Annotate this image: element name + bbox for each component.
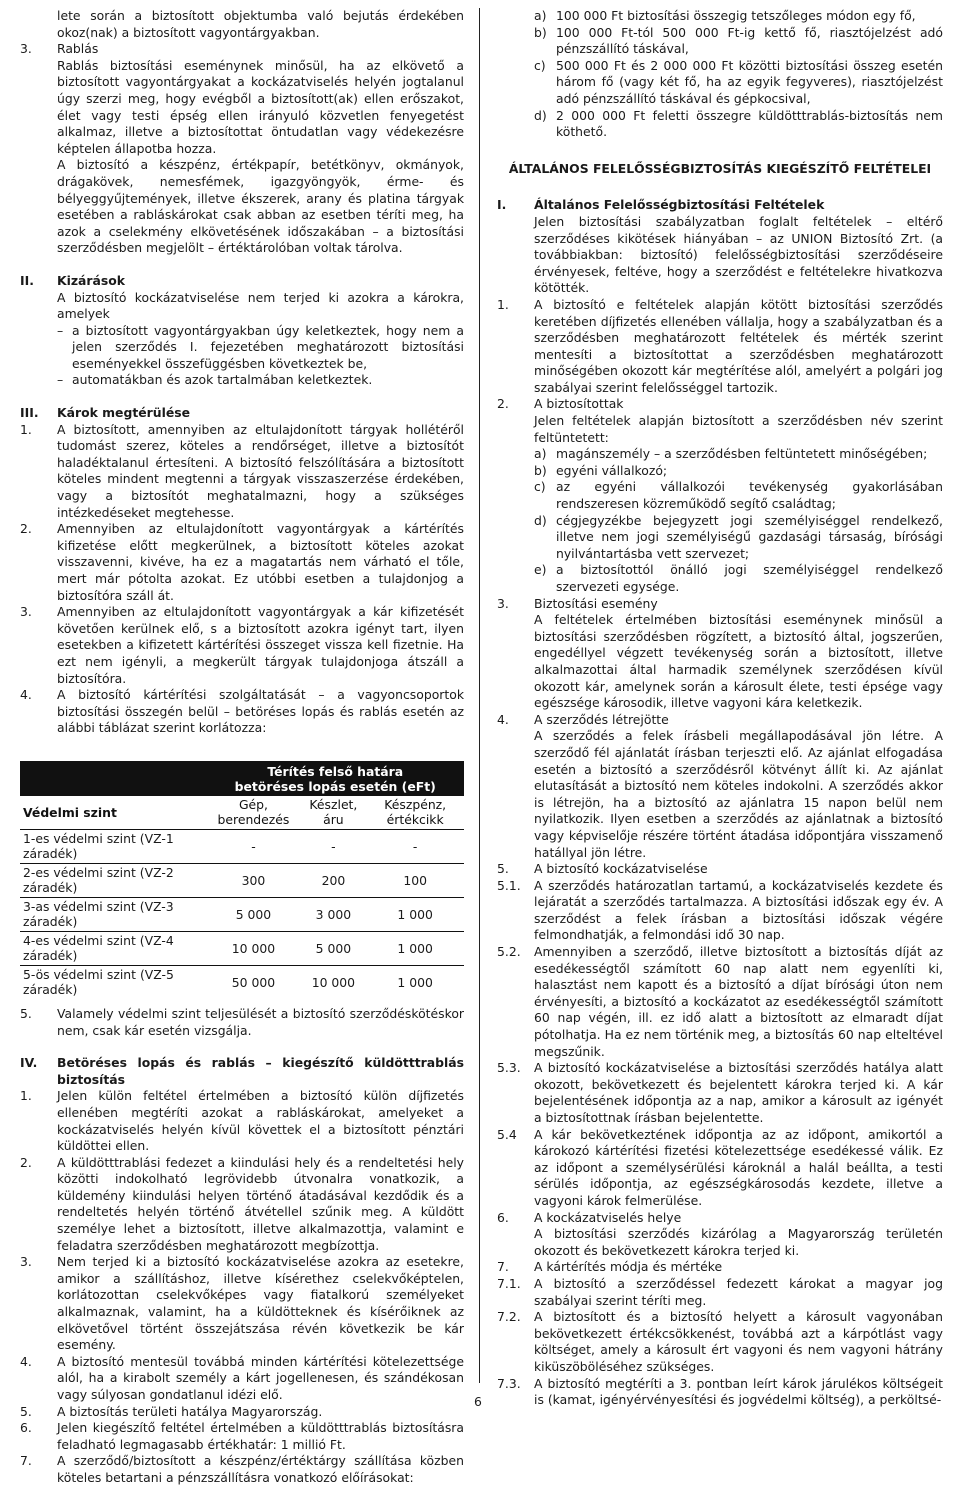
- section-3-header: [20, 41, 464, 58]
- item-text: Jelen kiegészítő feltétel értelmében a küldötttrablás biztosításra feladható legmagasabb értékhatár: 1 millió Ft.: [57, 1420, 464, 1452]
- clause-6-text: A biztosítási szerződés kizárólag a Magyarország területén okozott és bekövetkezett károkra terjed ki.: [534, 1226, 943, 1258]
- table-row: [20, 863, 464, 897]
- subclause-item: [497, 1309, 943, 1375]
- section-IV-item: [20, 1453, 464, 1486]
- item-number: 7.3.: [497, 1375, 521, 1391]
- item-number: 7.: [20, 1453, 32, 1469]
- dash-item: [57, 372, 464, 389]
- section-IV-list: [20, 1088, 464, 1486]
- section-I-paragraph: Jelen biztosítási szabályzatban foglalt feltételek – eltérő szerződéses kikötések hiányában – az UNION Biztosító Zrt. (a továbbiakban: biztosító) felelősségbiztosítási szerződéseire érvényesek, feltéve, hogy a szerződést e feltételekre hivatkozva kötötték.: [534, 213, 943, 296]
- section-IV-number: IV.: [20, 1055, 38, 1071]
- limit-value-cell: 5 000: [206, 897, 300, 931]
- item-letter: c): [534, 479, 546, 495]
- item-number: 2.: [20, 521, 32, 537]
- clause-5: [497, 861, 943, 878]
- subclause-item: [497, 878, 943, 944]
- item-text: A biztosító kártérítési szolgáltatását – a vagyoncsoportok biztosítási összegén belül – betöréses lopás és rablás esetén az alábbi táblázat szerint korlátozza:: [57, 687, 464, 736]
- limit-value-cell: 1 000: [366, 931, 464, 965]
- item-letter: b): [534, 24, 547, 40]
- section-III-title: Károk megtérülése: [57, 405, 191, 421]
- section-III-item: [20, 687, 464, 737]
- protection-level-cell: 3-as védelmi szint (VZ-3 záradék): [20, 897, 206, 931]
- clause-5-list: [497, 878, 943, 1210]
- item-text: Jelen külön feltétel értelmében a biztosító külön díjfizetés ellenében megtéríti azokat a rabláskárokat, amelyeket a kockázatviselés helyén kívül követtek el a biztosított pénztári küldöttei ellen.: [57, 1088, 464, 1154]
- page-number: 6: [474, 1394, 482, 1409]
- section-3-paragraph-2: A biztosító a készpénz, értékpapír, betétkönyv, okmányok, drágakövek, nemesfémek, igazgyöngyök, érme- és bélyeggyűjtemények, illetve ékszerek, arany és platina tárgyak esetében a rabláskárokat csak abban az esetben téríti meg, ha azok a cselekmény elkövetésének időszakában – a biztosítási szerződésben megjelölt – értéktárolóban voltak tárolva.: [57, 157, 464, 256]
- item-text: A biztosítás területi hatálya Magyarország.: [57, 1403, 323, 1419]
- section-III-header: [20, 405, 464, 422]
- item-text: A biztosított és a biztosító helyett a károsult vagyonában bekövetkezett értékcsökkenést, továbbá azt a kárpótlást vagy költséget, amely a károsult ért vagyoni és nem vagyoni hátrány kiküszöböléséhez szükséges.: [534, 1309, 943, 1374]
- clause-number: 3.: [497, 595, 509, 611]
- limit-value-cell: 300: [206, 863, 300, 897]
- section-II-title: Kizárások: [57, 272, 126, 288]
- section-I-header: [497, 197, 943, 214]
- section-III-item-5: [20, 1006, 464, 1039]
- item-text: Amennyiben az eltulajdonított vagyontárgyak a kártérítés kifizetése előtt megkerülnek, a biztosított köteles azokat visszavenni, kivéve, ha ez a magatartás nem várható el tőle, mert már pótolta azokat. Ez utóbbi esetben a tulajdonjog a biztosítóra száll át.: [57, 521, 464, 603]
- subclause-item: [497, 1127, 943, 1210]
- item-number: 5.4: [497, 1126, 517, 1142]
- item-number: 5.: [20, 1403, 32, 1419]
- item-number: 5.: [20, 1005, 32, 1021]
- section-IV-item: [20, 1420, 464, 1453]
- insured-party-item: [534, 446, 943, 463]
- intro-text: lete során a biztosított objektumba való bejutás érdekében okoz(nak) a biztosított vagyontárgyakban.: [57, 8, 464, 40]
- section-II-dash-list: [20, 323, 464, 389]
- limit-value-cell: -: [366, 829, 464, 863]
- section-III-item: [20, 422, 464, 522]
- item-text: 2 000 000 Ft feletti összegre küldötttrablás-biztosítás nem köthető.: [556, 107, 943, 140]
- item-text: A biztosító kockázatviselése a biztosítási szerződés hatálya alatt okozott, bekövetkezett és bejelentett károkra terjed ki. A kár bejelentésének időpontja az a nap, amikor a károsult az igényét a biztosítottnak írásban bejelentette.: [534, 1060, 943, 1125]
- subclause-item: [497, 1376, 943, 1409]
- table-col-stock: Készlet, áru: [300, 796, 366, 830]
- clause-4: [497, 712, 943, 729]
- clause-title: A biztosító kockázatviselése: [534, 861, 708, 877]
- transport-rule-item: [534, 8, 943, 25]
- clause-number: 7.: [497, 1259, 509, 1275]
- main-section-title: ÁLTALÁNOS FELELŐSSÉGBIZTOSÍTÁS KIEGÉSZÍTŐ FELTÉTELEI: [508, 160, 932, 176]
- section-3-title: Rablás: [57, 41, 99, 57]
- clause-title: A biztosítottak: [534, 396, 624, 412]
- item-text: Amennyiben az eltulajdonított vagyontárgyak a kár kifizetését követően kerülnek elő, s a biztosított azokra igényt tart, ilyen esetekben a kifizetett kártérítési összeget vissza kell fizetnie. Ha ezt nem igényli, a megkerült tárgyak tulajdonjoga átszáll a biztosítóra.: [57, 604, 464, 686]
- table-row: [20, 931, 464, 965]
- section-I-title: Általános Felelősségbiztosítási Feltételek: [534, 197, 825, 213]
- clause-3-text: A feltételek értelmében biztosítási eseménynek minősül a biztosítási szerződésben rögzített, a biztosító által, jogszerűen, engedéllyel végzett tevékenység során a biztosított, illetve alkalmazottai által harmadik személynek szerződésen kívül okozott kár, amelynek során a károsult élete, testi épsége vagy egészsége károsodik, illetve vagyoni kára keletkezik.: [534, 612, 943, 711]
- clause-4-text: A szerződés a felek írásbeli megállapodásával jön létre. A szerződő fél ajánlatát írásban terjeszti elő. Az ajánlat elfogadása esetén a biztosító a szerződésről kötvényt állít ki. Az ajánlat elutasítását a biztosító nem köteles indokolni. A szerződés akkor is létrejön, ha a biztosító az ajánlatra 15 napon belül nem nyilatkozik. Ilyen esetben a szerződés az ajánlatnak a biztosító vagy képviselője részére történt átadása időpontjára visszamenő hatállyal jön létre.: [534, 728, 943, 860]
- right-column: [497, 8, 943, 1409]
- item-text: magánszemély – a szerződésben feltüntetett minőségében;: [556, 446, 928, 462]
- transport-rules-list: [497, 8, 943, 141]
- section-III-list: [20, 422, 464, 737]
- section-III-item: [20, 521, 464, 604]
- item-text: 100 000 Ft biztosítási összegig tetszőleges módon egy fő,: [556, 8, 916, 23]
- item-number: 6.: [20, 1420, 32, 1436]
- item-number: 1.: [20, 421, 32, 437]
- subclause-item: [497, 944, 943, 1060]
- section-III-item: [20, 604, 464, 687]
- dash-mark: –: [57, 322, 64, 338]
- item-number: 3.: [20, 1254, 32, 1270]
- protection-level-cell: 4-es védelmi szint (VZ-4 záradék): [20, 931, 206, 965]
- limit-value-cell: 1 000: [366, 965, 464, 999]
- clause-3: [497, 596, 943, 613]
- limit-value-cell: -: [206, 829, 300, 863]
- insured-party-item: [534, 513, 943, 563]
- clause-2: [497, 396, 943, 413]
- section-3-number: 3.: [20, 41, 32, 57]
- clause-title: A kártérítés módja és mértéke: [534, 1259, 723, 1275]
- limit-value-cell: 5 000: [300, 931, 366, 965]
- dash-text: automatákban és azok tartalmában keletkeztek.: [72, 372, 373, 388]
- section-II-paragraph: A biztosító kockázatviselése nem terjed ki azokra a károkra, amelyek: [57, 289, 464, 322]
- item-number: 5.3.: [497, 1060, 521, 1076]
- item-text: a biztosítottól önálló jogi személyiséggel rendelkező szervezeti egysége.: [556, 562, 943, 594]
- table-col-level: Védelmi szint: [20, 796, 206, 830]
- item-number: 4.: [20, 687, 32, 703]
- item-text: A biztosított, amennyiben az eltulajdonított tárgyak hollétéről tudomást szerez, köteles a rendőrséget, illetve a biztosítót haladéktalanul értesíteni. A biztosító felszólítására a biztosított köteles mindent megtenni a tárgyak visszaszerzése érdekében, vagy a biztosítót meghatalmazni, hogy a szükséges intézkedéseket megtehesse.: [57, 421, 464, 520]
- section-II-header: [20, 273, 464, 290]
- insured-party-item: [534, 463, 943, 480]
- section-IV-item: [20, 1254, 464, 1354]
- clause-number: 5.: [497, 861, 509, 877]
- dash-item: [57, 323, 464, 373]
- limit-value-cell: 10 000: [206, 931, 300, 965]
- insured-party-item: [534, 479, 943, 512]
- clause-number: 4.: [497, 711, 509, 727]
- table-head-title: [206, 762, 464, 796]
- clause-6: [497, 1210, 943, 1227]
- section-IV-item: [20, 1155, 464, 1255]
- section-IV-header: [20, 1055, 464, 1088]
- clause-number: 1.: [497, 296, 509, 312]
- limit-value-cell: 3 000: [300, 897, 366, 931]
- item-letter: d): [534, 107, 547, 123]
- item-text: az egyéni vállalkozói tevékenység gyakorlásában rendszeresen közreműködő segítő családtag;: [556, 479, 943, 512]
- item-letter: c): [534, 57, 546, 73]
- section-III-number: III.: [20, 405, 39, 421]
- dash-text: a biztosított vagyontárgyakban úgy keletkeztek, hogy nem a jelen szerződés I. fejezetében meghatározott biztosítási eseményekkel összefüggésben következtek be,: [72, 322, 464, 371]
- table-row: [20, 965, 464, 999]
- item-text: A kár bekövetkeztének időpontja az az időpont, amikortól a károkozó kártérítési fizetési kötelezettsége esedékessé válik. Ez az időpont a személysérülési károknál a halál beállta, a testi sérülés időpontja, az egészségkárosodás kezdete, illetve a vagyoni károk felmerülése.: [534, 1126, 943, 1208]
- item-letter: a): [534, 8, 547, 23]
- table-corner: [20, 762, 206, 796]
- item-letter: b): [534, 462, 547, 478]
- table-row: [20, 829, 464, 863]
- section-3-paragraph-1: Rablás biztosítási eseménynek minősül, ha az elkövető a biztosított vagyontárgyakat a kockázatviselés helyén jogtalanul úgy szerzi meg, hogy evégből a biztosított(ak) ellen erőszakot, élet vagy testi épség ellen irányuló közvetlen fenyegetést alkalmaz, illetve a biztosítottat öntudatlan vagy védekezésre képtelen állapotba hozza.: [57, 57, 464, 156]
- item-text: Valamely védelmi szint teljesülését a biztosító szerződéskötéskor nem, csak kár esetén vizsgálja.: [57, 1005, 464, 1038]
- item-number: 4.: [20, 1353, 32, 1369]
- clause-2-text: Jelen feltételek alapján biztosított a szerződésben név szerint feltüntetett:: [534, 413, 943, 445]
- item-text: A küldötttrablási fedezet a kiindulási hely és a rendeltetési hely közötti indokolható legrövidebb útvonalra vonatkozik, a küldemény kiindulási helyen történő átadásával kezdődik és a rendeltetés helyén történő átvétellel szűnik meg. A küldött személye lehet a biztosított, illetve alkalmazottja, valamint e feladatra szerződésben meghatározott megbízottja.: [57, 1154, 464, 1253]
- clause-1: [497, 297, 943, 397]
- left-column: [20, 8, 464, 1487]
- item-letter: d): [534, 512, 547, 528]
- table-row: [20, 897, 464, 931]
- protection-level-cell: 5-ös védelmi szint (VZ-5 záradék): [20, 965, 206, 999]
- item-number: 1.: [20, 1088, 32, 1104]
- transport-rule-item: [534, 25, 943, 58]
- protection-level-cell: 1-es védelmi szint (VZ-1 záradék): [20, 829, 206, 863]
- dash-mark: –: [57, 372, 64, 388]
- item-text: egyéni vállalkozó;: [556, 462, 668, 478]
- insured-parties-list: [497, 446, 943, 595]
- item-number: 3.: [20, 604, 32, 620]
- limit-value-cell: 10 000: [300, 965, 366, 999]
- item-number: 7.1.: [497, 1275, 521, 1291]
- item-number: 5.2.: [497, 944, 521, 960]
- item-letter: e): [534, 562, 547, 578]
- item-text: A biztosító a szerződéssel fedezett károkat a magyar jog szabályai szerint téríti meg.: [534, 1275, 943, 1308]
- section-I-number: I.: [497, 197, 507, 213]
- limit-value-cell: 50 000: [206, 965, 300, 999]
- section-IV-item: [20, 1354, 464, 1404]
- item-text: A biztosító megtéríti a 3. pontban leírt károk járulékos költségeit is (kamat, igényérvényesítési és jogvédelmi költség), a perköltsé-: [534, 1375, 943, 1408]
- item-number: 7.2.: [497, 1309, 521, 1325]
- transport-rule-item: [534, 58, 943, 108]
- limit-value-cell: 200: [300, 863, 366, 897]
- table-col-machine: Gép, berendezés: [206, 796, 300, 830]
- item-number: 2.: [20, 1154, 32, 1170]
- section-IV-item: [20, 1088, 464, 1154]
- column-divider: [479, 8, 480, 1383]
- limit-value-cell: 100: [366, 863, 464, 897]
- clause-text: A biztosító e feltételek alapján kötött biztosítási szerződés keretében díjfizetés ellenében vállalja, hogy a szabályzatban és a szerződésben meghatározott feltételek és mérték szerint mentesíti a biztosítottat a szerződésben meghatározott minőségében okozott kár megtérítése alól, amelyért a polgári jog szabályai szerint felelősséggel tartozik.: [534, 296, 943, 395]
- section-IV-item: [20, 1404, 464, 1421]
- limit-value-cell: 1 000: [366, 897, 464, 931]
- limits-table: [20, 761, 464, 999]
- subclause-item: [497, 1060, 943, 1126]
- table-col-cash: Készpénz, értékcikk: [366, 796, 464, 830]
- clause-number: 2.: [497, 396, 509, 412]
- clause-title: A szerződés létrejötte: [534, 711, 669, 727]
- item-text: cégjegyzékbe bejegyzett jogi személyiséggel rendelkező, illetve nem jogi személyiségű gazdasági társaság, bírósági nyilvántartásba vett szervezet;: [556, 512, 943, 561]
- item-text: Nem terjed ki a biztosító kockázatviselése azokra az esetekre, amikor a szállításhoz, illetve kísérethez cselekvőképtelen, korlátozottan cselekvőképes vagy fiatalkorú személyeket alkalmaznak, valamint, ha a küldötteknek és kísérőiknek az elkövetővel történt összejátszása révén következik be kár esemény.: [57, 1254, 464, 1353]
- item-text: Amennyiben a szerződő, illetve biztosított a biztosítás díját az esedékességtől számított 60 nap alatt nem egyenlíti ki, halasztást nem kapott és a biztosító a díjat bírósági úton nem érvényesíti, a biztosító a kockázatot az esedékességtől számított 60 nap végén, ill. ez idő alatt a biztosított az elmaradt díjat pótolhatja. Ha ez nem történik meg, a biztosítás 60 nap elteltével megszűnik.: [534, 944, 943, 1059]
- clause-title: A kockázatviselés helye: [534, 1209, 682, 1225]
- item-number: 5.1.: [497, 877, 521, 893]
- transport-rule-item: [534, 108, 943, 141]
- item-text: A biztosító mentesül továbbá minden kártérítési kötelezettsége alól, ha a kirabolt személy a kárt jogellenesen, és szándékosan vagy súlyosan gondatlanul idézi elő.: [57, 1353, 464, 1402]
- table-head-subtitle: betöréses lopás esetén (eFt): [234, 779, 436, 795]
- limit-value-cell: -: [300, 829, 366, 863]
- clause-number: 6.: [497, 1209, 509, 1225]
- section-IV-title: Betöréses lopás és rablás – kiegészítő küldötttrablás biztosítás: [57, 1055, 464, 1087]
- section-II-number: II.: [20, 272, 34, 288]
- clause-title: Biztosítási esemény: [534, 595, 658, 611]
- protection-level-cell: 2-es védelmi szint (VZ-2 záradék): [20, 863, 206, 897]
- item-text: A szerződő/biztosított a készpénz/értéktárgy szállítása közben köteles betartani a pénzszállításra vonatkozó előírásokat:: [57, 1453, 464, 1485]
- insured-party-item: [534, 562, 943, 595]
- item-letter: a): [534, 446, 547, 462]
- item-text: A szerződés határozatlan tartamú, a kockázatviselés kezdete és lejáratát a szerződés tartalmazza. A biztosítási időszak egy év. A szerződést a felek írásban a biztosítási időszak végére felmondhatják, a felmondási idő 30 nap.: [534, 877, 943, 943]
- subclause-item: [497, 1276, 943, 1309]
- table-head-title-text: Térítés felső határa: [267, 763, 404, 779]
- item-text: 500 000 Ft és 2 000 000 Ft közötti biztosítási összeg esetén három fő (vagy két fő, ha az egyik fegyveres), riasztójelzést adó pénzszállító táskával és gépkocsival,: [556, 57, 943, 106]
- item-text: 100 000 Ft-tól 500 000 Ft-ig kettő fő, riasztójelzést adó pénzszállító táskával,: [556, 24, 943, 57]
- clause-7-list: [497, 1276, 943, 1409]
- clause-7: [497, 1259, 943, 1276]
